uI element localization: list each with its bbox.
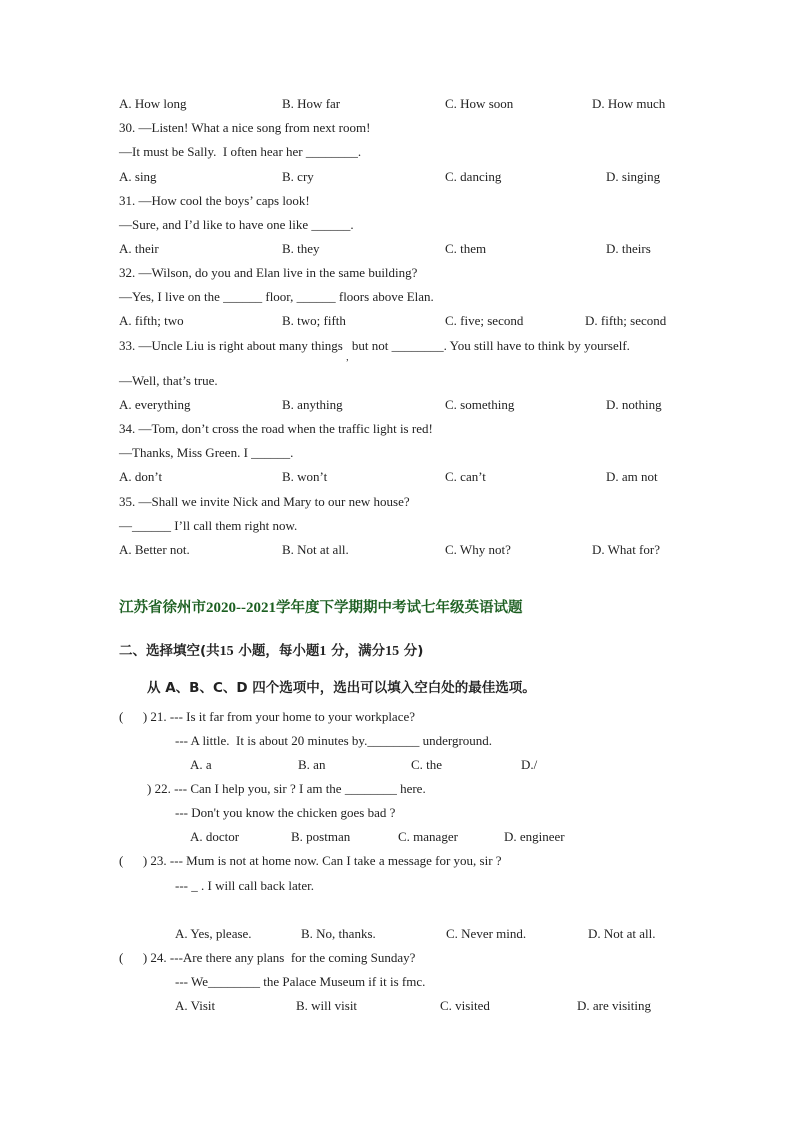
q34-option-a: A. don’t xyxy=(119,469,163,484)
q35-line2: —______ I’ll call them right now. xyxy=(119,518,298,533)
q32-option-a: A. fifth; two xyxy=(119,313,184,328)
q30-line2: —It must be Sally. I often hear her ________. xyxy=(119,144,362,159)
q22-option-d: D. engineer xyxy=(504,829,565,844)
section-header-d: 分) xyxy=(399,643,424,659)
section-header xyxy=(119,639,423,660)
exam-title-part1: 江苏省徐州市 xyxy=(119,600,206,616)
q34-line2: —Thanks, Miss Green. I ______. xyxy=(119,445,294,460)
q35-option-d: D. What for? xyxy=(592,542,660,557)
q33-line1-rest: but not ________. You still have to think by yourself. xyxy=(348,338,630,353)
q31-option-b: B. they xyxy=(282,241,320,256)
q30-option-c: C. dancing xyxy=(445,169,502,184)
section-instruction: 从 A、B、C、D 四个选项中，选出可以填入空白处的最佳选项。 xyxy=(147,680,536,696)
q32-line2: —Yes, I live on the ______ floor, ______ floors above Elan. xyxy=(119,289,434,304)
q24-option-c: C. visited xyxy=(440,998,490,1013)
q24-line1: ( ) 24. ---Are there any plans for the coming Sunday? xyxy=(119,950,416,965)
q34-option-b: B. won’t xyxy=(282,469,328,484)
q32-line1: 32. —Wilson, do you and Elan live in the same building? xyxy=(119,265,418,280)
section-header-c: 分，满分 xyxy=(326,643,386,659)
q31-option-d: D. theirs xyxy=(606,241,651,256)
q23-option-b: B. No, thanks. xyxy=(301,926,376,941)
q35-option-a: A. Better not. xyxy=(119,542,190,557)
q34-line1: 34. —Tom, don’t cross the road when the traffic light is red! xyxy=(119,421,433,436)
q21-option-d: D./ xyxy=(521,757,538,772)
q35-option-b: B. Not at all. xyxy=(282,542,349,557)
exam-title xyxy=(119,596,523,617)
q21-option-c: C. the xyxy=(411,757,443,772)
q30-option-b: B. cry xyxy=(282,169,314,184)
q22-line2: --- Don't you know the chicken goes bad ? xyxy=(175,805,396,820)
section-header-b: 小题，每小题 xyxy=(233,643,320,659)
q23-line1: ( ) 23. --- Mum is not at home now. Can I take a message for you, sir ? xyxy=(119,853,502,868)
q33-option-d: D. nothing xyxy=(606,397,662,412)
q21-option-b: B. an xyxy=(298,757,326,772)
q31-line1: 31. —How cool the boys’ caps look! xyxy=(119,193,310,208)
section-header-n1: 15 xyxy=(219,644,234,659)
q35-line1: 35. —Shall we invite Nick and Mary to our new house? xyxy=(119,494,410,509)
q22-option-b: B. postman xyxy=(291,829,351,844)
q34-option-c: C. can’t xyxy=(445,469,486,484)
section-header-n3: 15 xyxy=(385,644,400,659)
q33-comma-mark: , xyxy=(346,352,349,363)
q32-option-b: B. two; fifth xyxy=(282,313,346,328)
q29-option-a: A. How long xyxy=(119,96,187,111)
q34-option-d: D. am not xyxy=(606,469,658,484)
q33-option-a: A. everything xyxy=(119,397,191,412)
q24-line2: --- We________ the Palace Museum if it is fmc. xyxy=(175,974,426,989)
q30-option-d: D. singing xyxy=(606,169,661,184)
q23-option-c: C. Never mind. xyxy=(446,926,527,941)
q21-line2: --- A little. It is about 20 minutes by.________ underground. xyxy=(175,733,493,748)
q24-option-b: B. will visit xyxy=(296,998,358,1013)
q33-option-b: B. anything xyxy=(282,397,343,412)
q30-option-a: A. sing xyxy=(119,169,157,184)
exam-title-years: 2020--2021 xyxy=(206,600,276,616)
q23-line2: --- _ . I will call back later. xyxy=(175,878,314,893)
exam-title-part2: 学年度下学期期中考试七年级英语试题 xyxy=(276,600,523,616)
q22-option-a: A. doctor xyxy=(190,829,240,844)
q24-option-a: A. Visit xyxy=(175,998,216,1013)
q29-option-b: B. How far xyxy=(282,96,341,111)
q32-option-d: D. fifth; second xyxy=(585,313,667,328)
q24-option-d: D. are visiting xyxy=(577,998,652,1013)
q29-option-d: D. How much xyxy=(592,96,666,111)
q21-option-a: A. a xyxy=(190,757,212,772)
q32-option-c: C. five; second xyxy=(445,313,524,328)
q29-option-c: C. How soon xyxy=(445,96,514,111)
q33-line1 xyxy=(119,338,630,363)
q31-option-a: A. their xyxy=(119,241,159,256)
q22-line1: ) 22. --- Can I help you, sir ? I am the ________ here. xyxy=(147,781,426,796)
q21-line1: ( ) 21. --- Is it far from your home to your workplace? xyxy=(119,709,416,724)
q23-option-d: D. Not at all. xyxy=(588,926,656,941)
section-header-a: 二、选择填空(共 xyxy=(119,643,220,659)
q31-option-c: C. them xyxy=(445,241,487,256)
q23-option-a: A. Yes, please. xyxy=(175,926,252,941)
q22-option-c: C. manager xyxy=(398,829,458,844)
q35-option-c: C. Why not? xyxy=(445,542,511,557)
q31-line2: —Sure, and I’d like to have one like ______. xyxy=(119,217,354,232)
q30-line1: 30. —Listen! What a nice song from next room! xyxy=(119,120,371,135)
q33-line2: —Well, that’s true. xyxy=(119,373,218,388)
q33-line1-start: 33. —Uncle Liu is right about many things xyxy=(119,338,347,353)
section-header-n2: 1 xyxy=(319,644,327,659)
q33-option-c: C. something xyxy=(445,397,515,412)
